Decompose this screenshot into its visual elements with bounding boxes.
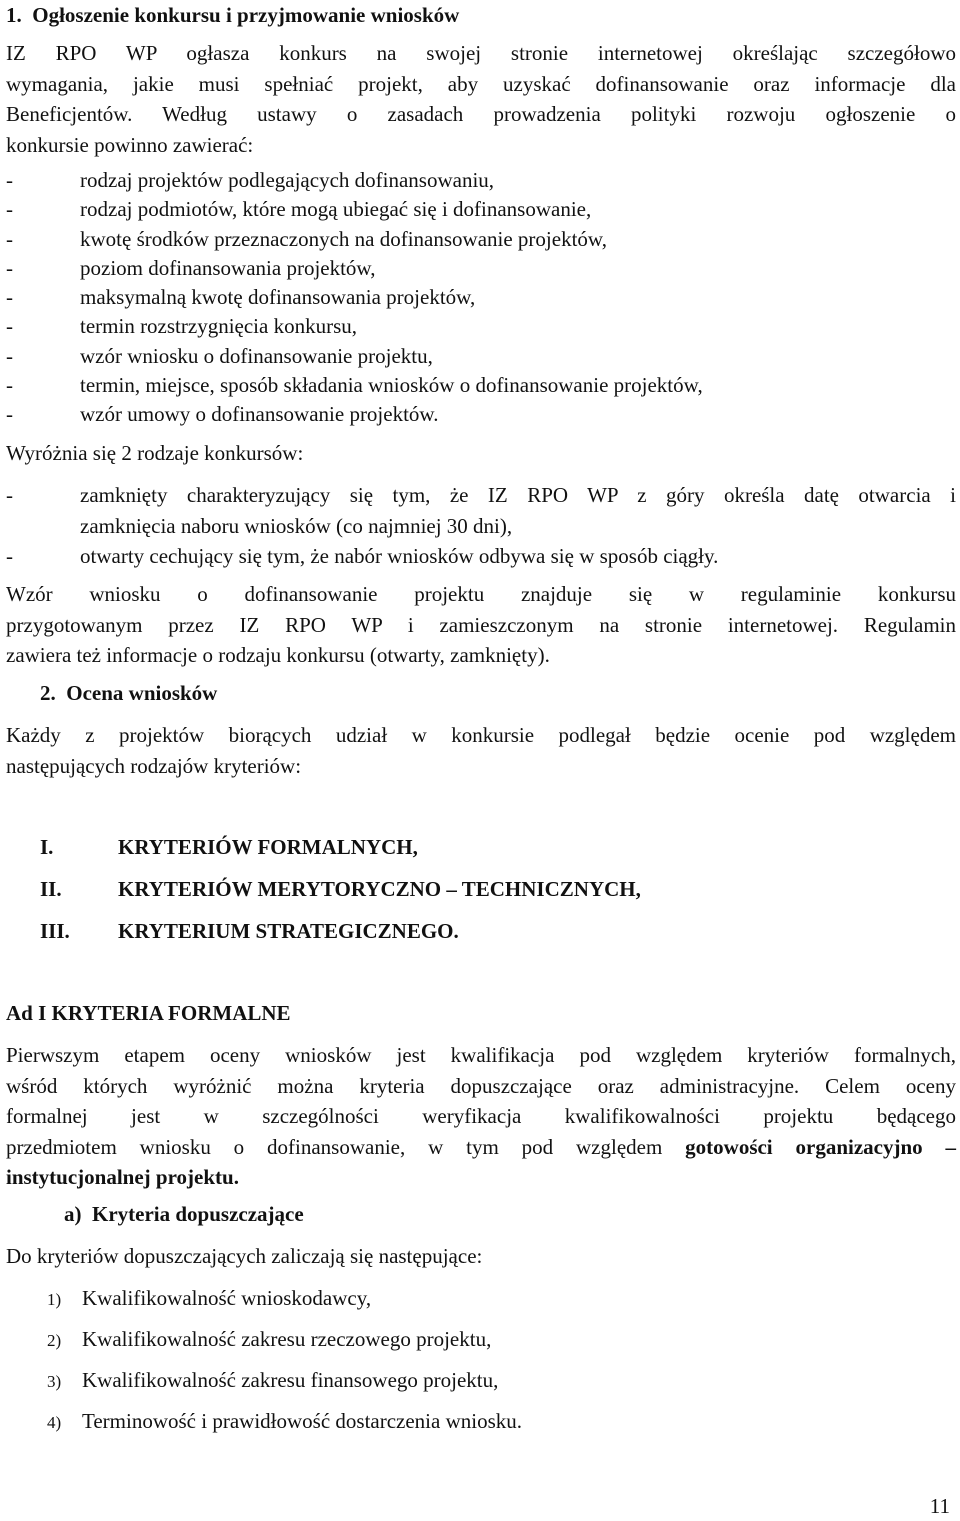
intro-line: wymagania, jakie musi spełniać projekt, aby uzyskać dofinansowanie oraz informacje dla <box>6 71 956 96</box>
criteria-item-2: II. KRYTERIÓW MERYTORYCZNO – TECHNICZNYCH, <box>40 877 641 901</box>
list-item: - maksymalną kwotę dofinansowania projektów, <box>6 285 476 310</box>
criteria-item-1: I. KRYTERIÓW FORMALNYCH, <box>40 835 418 859</box>
section-1-intro <box>6 38 956 160</box>
contest-types-intro: Wyróżnia się 2 rodzaje konkursów: <box>6 441 304 465</box>
criteria-item-3: III. KRYTERIUM STRATEGICZNEGO. <box>40 919 459 943</box>
list-item: - wzór umowy o dofinansowanie projektów. <box>6 402 439 427</box>
list-item: - rodzaj podmiotów, które mogą ubiegać się i dofinansowanie, <box>6 197 592 222</box>
numbered-item-4: 4) Terminowość i prawidłowość dostarczenia wniosku. <box>47 1409 523 1433</box>
requirements-list <box>6 166 956 430</box>
admissibility-criteria-heading: a) Kryteria dopuszczające <box>64 1202 304 1226</box>
section-2-heading: 2. Ocena wniosków <box>40 681 218 705</box>
admissibility-criteria-intro: Do kryteriów dopuszczających zaliczają się następujące: <box>6 1244 483 1268</box>
list-item: - zamknięty charakteryzujący się tym, że IZ RPO WP z góry określa datę otwarcia i zamknięcia naboru wniosków (co najmniej 30 dni), <box>6 483 956 538</box>
list-item: - termin rozstrzygnięcia konkursu, <box>6 314 357 339</box>
application-template-paragraph: Wzór wniosku o dofinansowanie projektu znajduje się w regulaminie konkursu przygotowanym przez IZ RPO WP i zamieszczonym na stronie internetowej. Regulamin zawiera też informacje o rodzaju konkursu (otwarty, zamknięty). <box>6 582 956 667</box>
section-2-intro: Każdy z projektów biorących udział w konkursie podlegał będzie ocenie pod względem następujących rodzajów kryteriów: <box>6 723 956 778</box>
numbered-item-1: 1) Kwalifikowalność wnioskodawcy, <box>47 1286 372 1310</box>
list-item: - wzór wniosku o dofinansowanie projektu, <box>6 343 433 368</box>
section-1-heading: 1. Ogłoszenie konkursu i przyjmowanie wniosków <box>6 3 460 27</box>
formal-criteria-heading: Ad I KRYTERIA FORMALNE <box>6 1001 291 1025</box>
contest-types-list <box>6 480 956 572</box>
page-number: 11 <box>929 1494 950 1518</box>
formal-criteria-paragraph: Pierwszym etapem oceny wniosków jest kwalifikacja pod względem kryteriów formalnych, wśród których wyróżnić można kryteria dopuszczające oraz administracyjne. Celem oceny formalnej jest w szczególności weryfikacja kwalifikowalności projektu będącego przedmiotem wniosku o dofinansowanie, w tym pod względem gotowości organizacyjno – instytucjonalnej projektu. <box>6 1043 957 1189</box>
numbered-item-3: 3) Kwalifikowalność zakresu finansowego projektu, <box>47 1368 499 1392</box>
numbered-item-2: 2) Kwalifikowalność zakresu rzeczowego projektu, <box>47 1327 492 1351</box>
list-item: - termin, miejsce, sposób składania wniosków o dofinansowanie projektów, <box>6 373 703 398</box>
list-item: - rodzaj projektów podlegających dofinansowaniu, <box>6 168 495 192</box>
list-item: - otwarty cechujący się tym, że nabór wniosków odbywa się w sposób ciągły. <box>6 544 719 568</box>
intro-line: Beneficjentów. Według ustawy o zasadach prowadzenia polityki rozwoju ogłoszenie o <box>6 102 956 126</box>
intro-line: IZ RPO WP ogłasza konkurs na swojej stronie internetowej określając szczegółowo <box>6 41 956 65</box>
list-item: - poziom dofinansowania projektów, <box>6 255 376 280</box>
list-item: - kwotę środków przeznaczonych na dofinansowanie projektów, <box>6 226 607 251</box>
intro-line: konkursie powinno zawierać: <box>6 132 254 157</box>
